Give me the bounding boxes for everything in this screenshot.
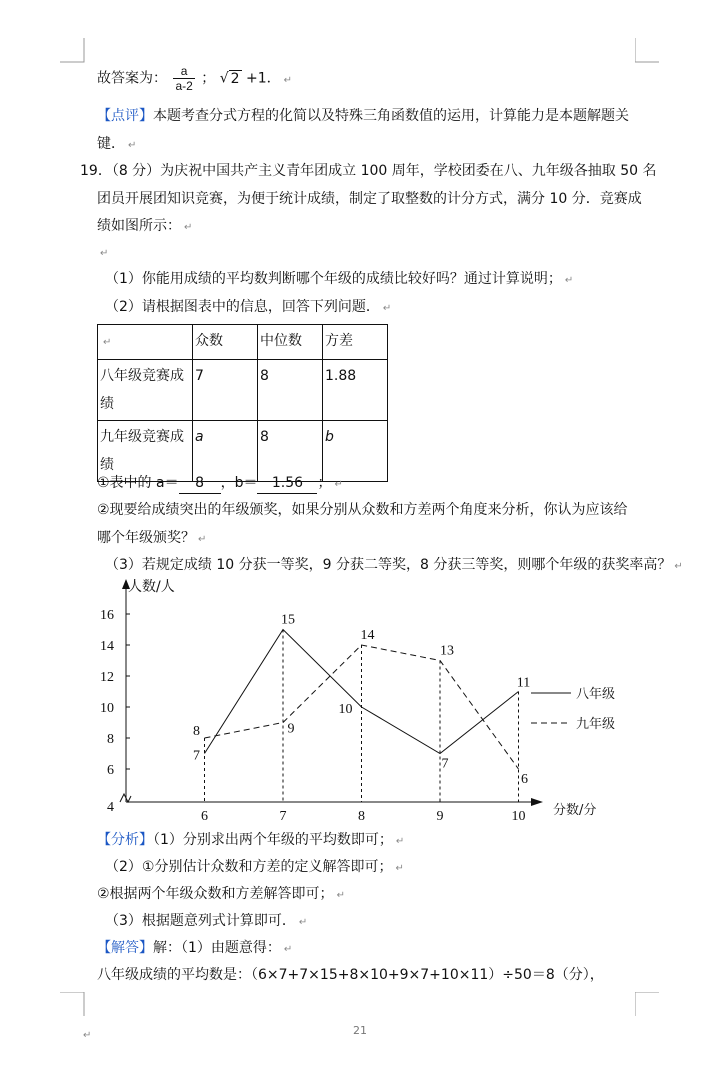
comment-line-2: 键． ↵ [97, 136, 137, 152]
x-axis-label: 分数/分 [553, 803, 597, 818]
solution-line-2: 八年级成绩的平均数是：（6×7+7×15+8×10+9×7+10×11）÷50＝8（分）， [97, 967, 604, 983]
table-cell: 8 [258, 421, 323, 482]
x-axis-arrow [531, 798, 543, 806]
analysis-line-1: 【分析】（1）分别求出两个年级的平均数即可； ↵ [97, 832, 405, 848]
data-label: 10 [338, 702, 353, 717]
table-row-label: 九年级竞赛成 绩 [98, 421, 193, 482]
y-tick-label: 10 [100, 701, 114, 716]
fill-in-answer: ①表中的 a＝ 8 ，b＝ 1.56 ； ↵ [97, 473, 343, 495]
blank-b: 1.56 [257, 473, 317, 494]
legend-label: 九年级 [576, 717, 616, 732]
return-mark: ↵ [83, 1030, 92, 1041]
x-tick-label: 7 [279, 809, 287, 824]
data-label: 15 [281, 612, 295, 628]
question-2b-line-1: ②现要给成绩突出的年级颁奖，如果分别从众数和方差两个角度来分析，你认为应该给 [97, 502, 628, 518]
data-label: 7 [193, 748, 200, 764]
crop-mark-top-right [635, 38, 660, 63]
crop-mark-bottom-right [635, 992, 660, 1017]
answer-line: 故答案为： $\frac{a}{a-2}$ ； √ 2 +1． ↵ [97, 64, 293, 93]
comment-tag: 【点评】 [97, 108, 153, 124]
data-label: 13 [440, 643, 454, 659]
question-2b-line-2: 哪个年级颁奖？ ↵ [97, 530, 207, 546]
analysis-line-3: ②根据两个年级众数和方差解答即可； ↵ [97, 886, 345, 902]
data-label: 9 [287, 721, 295, 737]
table-cell: b [323, 421, 388, 482]
table-cell: 7 [193, 360, 258, 421]
question-part-2: （2）请根据图表中的信息，回答下列问题． ↵ [105, 299, 392, 315]
page-number: 21 [353, 1024, 367, 1037]
analysis-line-2: （2）①分别估计众数和方差的定义解答即可； ↵ [105, 859, 404, 875]
data-label: 14 [360, 628, 375, 643]
table-row-label: 八年级竞赛成 绩 [98, 360, 193, 421]
sqrt-symbol: √ [219, 70, 229, 87]
table-row [98, 360, 388, 421]
y-tick-label: 4 [107, 800, 114, 815]
y-tick-label: 14 [100, 639, 114, 654]
statistics-table [97, 324, 388, 482]
analysis-line-4: （3）根据题意列式计算即可． ↵ [105, 913, 308, 929]
y-tick-label: 12 [100, 670, 114, 685]
table-cell: a [193, 421, 258, 482]
question-19-line-1: 19．（8 分）为庆祝中国共产主义青年团成立 100 周年，学校团委在八、九年级各抽取 50 名 [80, 163, 657, 179]
data-label: 11 [516, 675, 531, 691]
table-header-cell: 中位数 [258, 325, 323, 360]
data-label: 8 [193, 724, 200, 739]
x-tick-label: 6 [201, 809, 208, 824]
question-part-1: （1）你能用成绩的平均数判断哪个年级的成绩比较好吗？通过计算说明； ↵ [105, 271, 574, 287]
question-19-line-3: 绩如图所示： ↵ [97, 218, 193, 234]
table-cell: 8 [258, 360, 323, 421]
y-tick-label: 16 [100, 608, 114, 623]
data-label: 6 [521, 772, 528, 787]
blank-a: 8 [179, 473, 221, 494]
empty-line: ↵ [100, 248, 109, 259]
table-header-cell: ↵ [98, 325, 193, 360]
x-tick-label: 8 [358, 809, 365, 824]
answer-fraction: $\frac{a}{a-2}$ [175, 64, 193, 93]
legend-label: 八年级 [576, 687, 616, 702]
table-cell: 1.88 [323, 360, 388, 421]
analysis-tag: 【分析】 [97, 832, 153, 848]
y-tick-label: 8 [107, 732, 114, 747]
table-header-row [98, 325, 388, 360]
comment-line-1: 【点评】本题考查分式方程的化简以及特殊三角函数值的运用，计算能力是本题解题关 [97, 108, 629, 124]
question-part-3: （3）若规定成绩 10 分获一等奖，9 分获二等奖，8 分获三等奖，则哪个年级的获奖率高？ ↵ [105, 557, 683, 573]
crop-mark-bottom-left [60, 992, 85, 1017]
data-label: 7 [441, 756, 449, 772]
series-line-1 [205, 630, 519, 754]
x-tick-label: 9 [436, 809, 444, 824]
table-header-cell: 众数 [193, 325, 258, 360]
y-tick-label: 6 [107, 763, 114, 778]
crop-mark-top-left [60, 38, 85, 63]
table-header-cell: 方差 [323, 325, 388, 360]
solution-line-1: 【解答】解：（1）由题意得： ↵ [97, 940, 293, 956]
line-chart [88, 575, 648, 830]
x-tick-label: 10 [511, 809, 526, 824]
y-axis-label: 人数/人 [128, 579, 175, 595]
question-19-line-2: 团员开展团知识竞赛，为便于统计成绩，制定了取整数的计分方式，满分 10 分．竞赛成 [97, 191, 642, 207]
solution-tag: 【解答】 [97, 940, 153, 956]
